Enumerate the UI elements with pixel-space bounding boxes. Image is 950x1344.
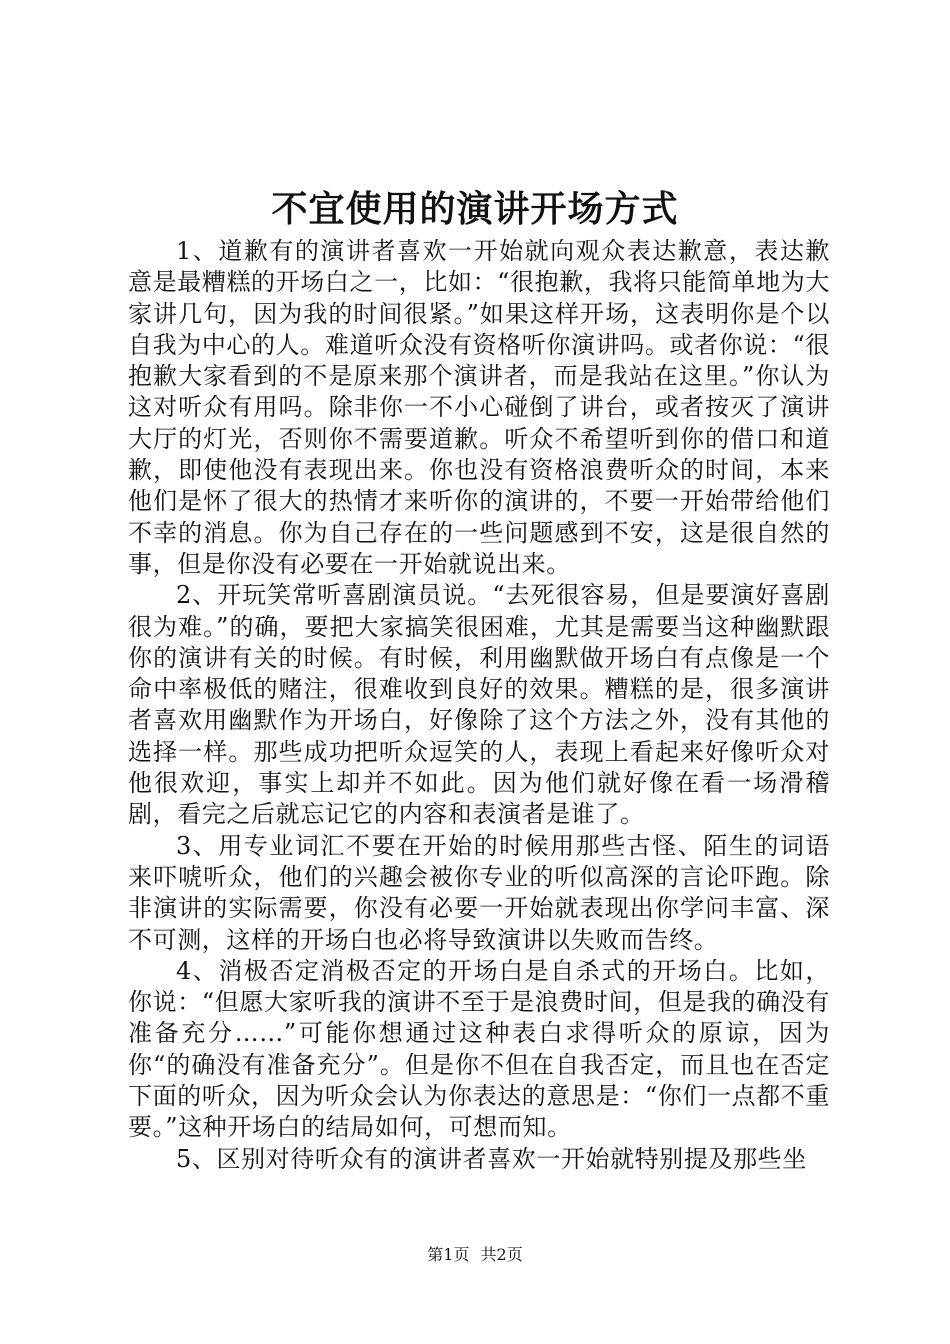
paragraph-4: 4、消极否定消极否定的开场白是自杀式的开场白。比如，你说：“但愿大家听我的演讲不至于是浪费时间，但是我的确没有准备充分……”可能你想通过这种表白求得听众的原谅，因为你“的确没有准备充分”。但是你不但在自我否定，而且也在否定下面的听众，因为听众会认为你表达的意思是：“你们一点都不重要。”这种开场白的结局如何，可想而知。 (128, 956, 830, 1142)
document-title: 不宜使用的演讲开场方式 (271, 188, 679, 230)
page-total: 共2页 (480, 1245, 523, 1264)
document-body (128, 236, 830, 1175)
paragraph-5: 5、区别对待听众有的演讲者喜欢一开始就特别提及那些坐 (176, 1144, 807, 1173)
page-number: 第1页 (427, 1245, 470, 1264)
paragraph-2: 2、开玩笑常听喜剧演员说。“去死很容易，但是要演好喜剧很为难。”的确，要把大家搞笑很困难，尤其是需要当这种幽默跟你的演讲有关的时候。有时候，利用幽默做开场白有点像是一个命中率极低的赌注，很难收到良好的效果。糟糕的是，很多演讲者喜欢用幽默作为开场白，好像除了这个方法之外，没有其他的选择一样。那些成功把听众逗笑的人，表现上看起来好像听众对他很欢迎，事实上却并不如此。因为他们就好像在看一场滑稽剧，看完之后就忘记它的内容和表演者是谁了。 (128, 581, 830, 829)
page-footer (0, 1245, 950, 1265)
paragraph-1: 1、道歉有的演讲者喜欢一开始就向观众表达歉意，表达歉意是最糟糕的开场白之一，比如：“很抱歉，我将只能简单地为大家讲几句，因为我的时间很紧。”如果这样开场，这表明你是个以自我为中心的人。难道听众没有资格听你演讲吗。或者你说：“很抱歉大家看到的不是原来那个演讲者，而是我站在这里。”你认为这对听众有用吗。除非你一不小心碰倒了讲台，或者按灭了演讲大厅的灯光，否则你不需要道歉。听众不希望听到你的借口和道歉，即使他没有表现出来。你也没有资格浪费听众的时间，本来他们是怀了很大的热情才来听你的演讲的，不要一开始带给他们不幸的消息。你为自己存在的一些问题感到不安，这是很自然的事，但是你没有必要在一开始就说出来。 (128, 237, 830, 578)
paragraph-3: 3、用专业词汇不要在开始的时候用那些古怪、陌生的词语来吓唬听众，他们的兴趣会被你专业的听似高深的言论吓跑。除非演讲的实际需要，你没有必要一开始就表现出你学问丰富、深不可测，这样的开场白也必将导致演讲以失败而告终。 (128, 831, 830, 954)
